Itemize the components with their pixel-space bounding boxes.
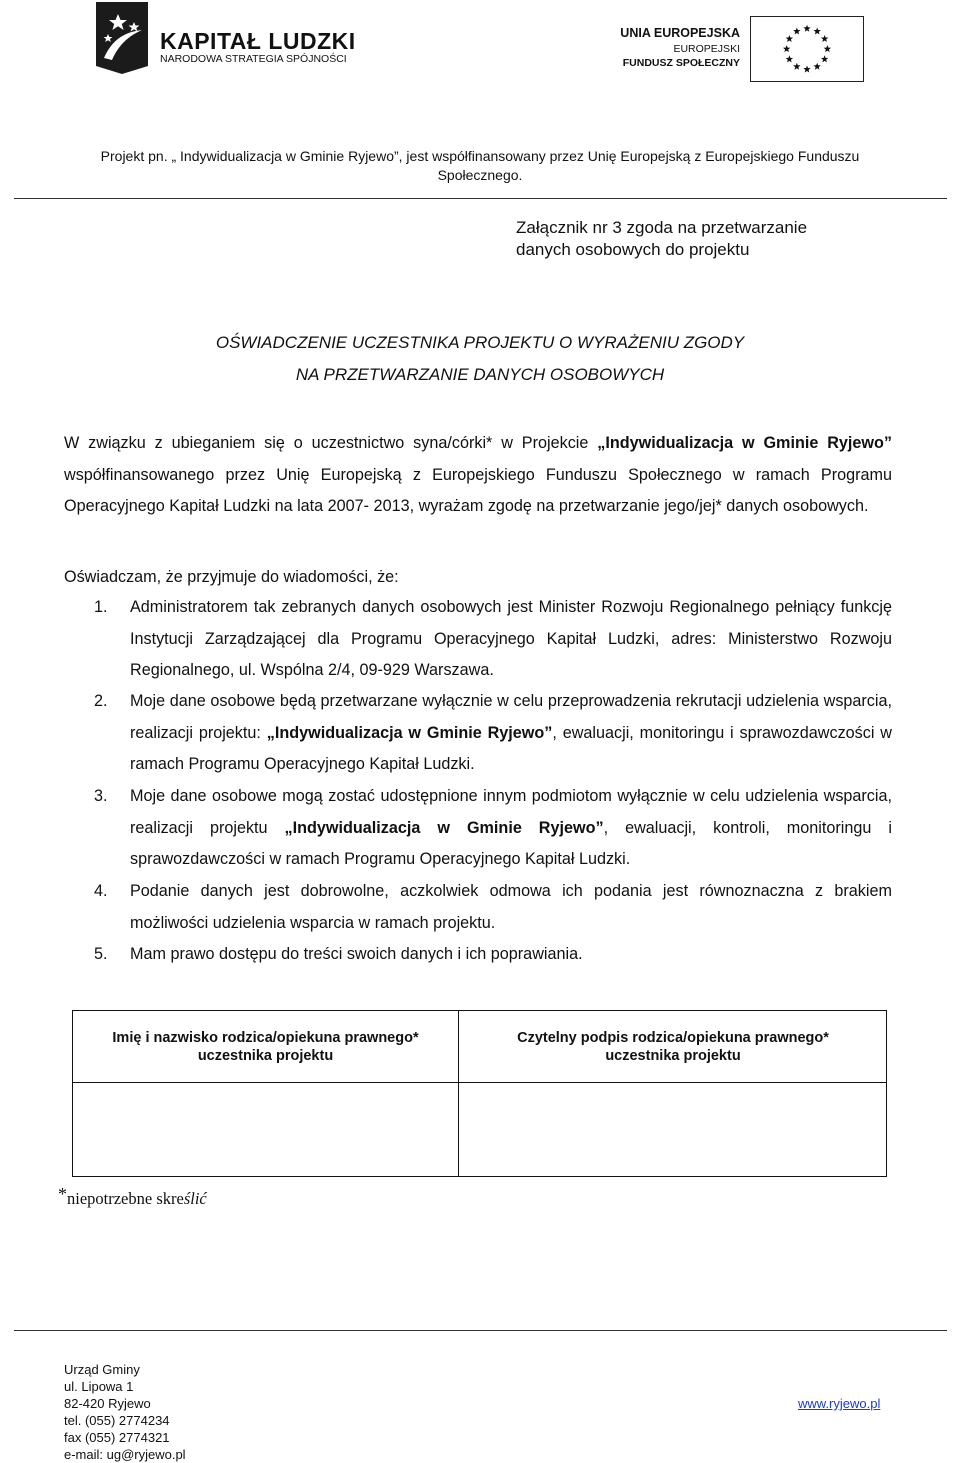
eu-logo bbox=[620, 14, 864, 74]
eu-flag-icon bbox=[750, 16, 864, 82]
list-item-text: Mam prawo dostępu do treści swoich danych i ich poprawiania. bbox=[130, 945, 583, 963]
project-header bbox=[40, 147, 920, 185]
list-item bbox=[64, 939, 892, 971]
list-item-text bbox=[130, 686, 892, 781]
footer-line: tel. (055) 2774234 bbox=[64, 1413, 170, 1428]
footer-address bbox=[64, 1361, 186, 1463]
eu-star-icon bbox=[786, 35, 793, 42]
eu-star-icon bbox=[803, 65, 810, 72]
eu-star-icon bbox=[803, 25, 810, 32]
list-item-number: 4. bbox=[94, 882, 108, 900]
list-item-text-pre: Moje dane osobowe mogą zostać udostępnione innym podmiotom wyłącznie w celu udzielenia wsparcia, realizacji projektu bbox=[130, 787, 892, 837]
table-header-name-line2: uczestnika projektu bbox=[197, 1048, 334, 1064]
kapital-ludzki-emblem-icon bbox=[92, 0, 150, 74]
footnote bbox=[58, 1184, 207, 1209]
intro-part2: współfinansowanego przez Unię Europejską z Europejskiego Funduszu Społecznego w ramach Programu Operacyjnego Kapitał Ludzki na lata 2007- 2013, wyrażam zgodę na przetwarzanie jego/jej* danych osobowych. bbox=[64, 465, 892, 515]
list-item-text: Administratorem tak zebranych danych osobowych jest Minister Rozwoju Regionalnego pełniący funkcję Instytucji Zarządzającej dla Programu Operacyjnego Kapitał Ludzki, adres: Ministerstwo Rozwoju Regionalnego, ul. Wspólna 2/4, 09-929 Warszawa. bbox=[130, 598, 892, 679]
list-item-text bbox=[130, 781, 892, 876]
attachment-label bbox=[516, 217, 876, 261]
list-item bbox=[64, 592, 892, 687]
website-link[interactable]: www.ryjewo.pl bbox=[798, 1396, 881, 1411]
table-header-signature-line1: Czytelny podpis rodzica/opiekuna prawnego* bbox=[517, 1030, 829, 1046]
declaration-title bbox=[0, 327, 960, 391]
eu-star-icon bbox=[824, 45, 831, 52]
kapital-ludzki-name: KAPITAŁ LUDZKI bbox=[160, 28, 356, 54]
list-item-number: 3. bbox=[94, 787, 108, 805]
signature-entry-cell[interactable] bbox=[459, 1083, 887, 1176]
table-header-name bbox=[73, 1029, 458, 1065]
list-item-text-post: , ewaluacji, kontroli, monitoringu i sprawozdawczości w ramach Programu Operacyjnego Kapitał Ludzki. bbox=[130, 818, 892, 868]
declaration-title-line1: OŚWIADCZENIE UCZESTNIKA PROJEKTU O WYRAŻENIU ZGODY bbox=[215, 333, 745, 352]
list-item-number: 1. bbox=[94, 598, 108, 616]
eu-star-icon bbox=[793, 27, 800, 34]
list-item bbox=[64, 686, 892, 781]
kapital-ludzki-subtitle: NARODOWA STRATEGIA SPÓJNOŚCI bbox=[160, 53, 347, 65]
footnote-star: * bbox=[58, 1184, 67, 1204]
footer-line: fax (055) 2774321 bbox=[64, 1430, 170, 1445]
list-item-project-name: „Indywidualizacja w Gminie Ryjewo” bbox=[284, 818, 604, 837]
list-item-number: 2. bbox=[94, 692, 108, 710]
eu-logo-line3: FUNDUSZ SPOŁECZNY bbox=[622, 57, 740, 69]
list-item-text-post: , ewaluacji, monitoringu i sprawozdawczości w ramach Programu Operacyjnego Kapitał Ludzki. bbox=[130, 723, 892, 773]
footnote-text: niepotrzebne skre bbox=[67, 1189, 184, 1208]
footer-divider bbox=[14, 1330, 947, 1331]
eu-star-icon bbox=[786, 55, 793, 62]
eu-star-icon bbox=[821, 35, 828, 42]
eu-star-icon bbox=[783, 45, 790, 52]
kapital-ludzki-logo bbox=[92, 0, 362, 80]
attachment-line1: Załącznik nr 3 zgoda na przetwarzanie bbox=[516, 218, 808, 237]
footnote-text-italic: ślić bbox=[183, 1189, 207, 1208]
footer-line: ul. Lipowa 1 bbox=[64, 1379, 134, 1394]
eu-logo-line1: UNIA EUROPEJSKA bbox=[620, 26, 740, 40]
intro-part1: W związku z ubieganiem się o uczestnictwo syna/córki* w Projekcie bbox=[64, 434, 598, 452]
list-item bbox=[64, 876, 892, 939]
footer-line: 82-420 Ryjewo bbox=[64, 1396, 151, 1411]
list-item-project-name: „Indywidualizacja w Gminie Ryjewo” bbox=[266, 723, 553, 742]
list-item-text-pre: Moje dane osobowe będą przetwarzane wyłącznie w celu przeprowadzenia rekrutacji udzielenia wsparcia, realizacji projektu: bbox=[130, 692, 892, 742]
table-header-name-line1: Imię i nazwisko rodzica/opiekuna prawnego* bbox=[112, 1030, 419, 1046]
eu-star-icon bbox=[793, 63, 800, 70]
footer-line: Urząd Gminy bbox=[64, 1362, 140, 1377]
footer-email: e-mail: ug@ryjewo.pl bbox=[64, 1447, 186, 1462]
list-item-text: Podanie danych jest dobrowolne, aczkolwiek odmowa ich podania jest równoznaczna z brakiem możliwości udzielenia wsparcia w ramach projektu. bbox=[130, 882, 892, 932]
attachment-line2: danych osobowych do projektu bbox=[516, 240, 750, 259]
list-item bbox=[64, 781, 892, 876]
table-header-signature bbox=[459, 1029, 887, 1065]
eu-star-icon bbox=[813, 27, 820, 34]
list-item-number: 5. bbox=[94, 945, 108, 963]
intro-project-name: „Indywidualizacja w Gminie Ryjewo” bbox=[597, 434, 892, 452]
eu-logo-line2: EUROPEJSKI bbox=[673, 43, 740, 55]
name-entry-cell[interactable] bbox=[73, 1083, 458, 1176]
declaration-title-line2: NA PRZETWARZANIE DANYCH OSOBOWYCH bbox=[295, 365, 665, 384]
table-header-signature-line2: uczestnika projektu bbox=[605, 1048, 741, 1064]
eu-star-icon bbox=[821, 55, 828, 62]
project-header-line1: Projekt pn. „ Indywidualizacja w Gminie Ryjewo”, jest współfinansowany przez Unię Europejską z Europejskiego Funduszu bbox=[100, 148, 860, 164]
header-divider bbox=[14, 198, 947, 199]
intro-paragraph bbox=[64, 428, 892, 523]
signature-table bbox=[72, 1010, 887, 1177]
eu-star-icon bbox=[813, 63, 820, 70]
statement-line: Oświadczam, że przyjmuje do wiadomości, że: bbox=[64, 568, 399, 586]
project-header-line2: Społecznego. bbox=[437, 167, 523, 183]
